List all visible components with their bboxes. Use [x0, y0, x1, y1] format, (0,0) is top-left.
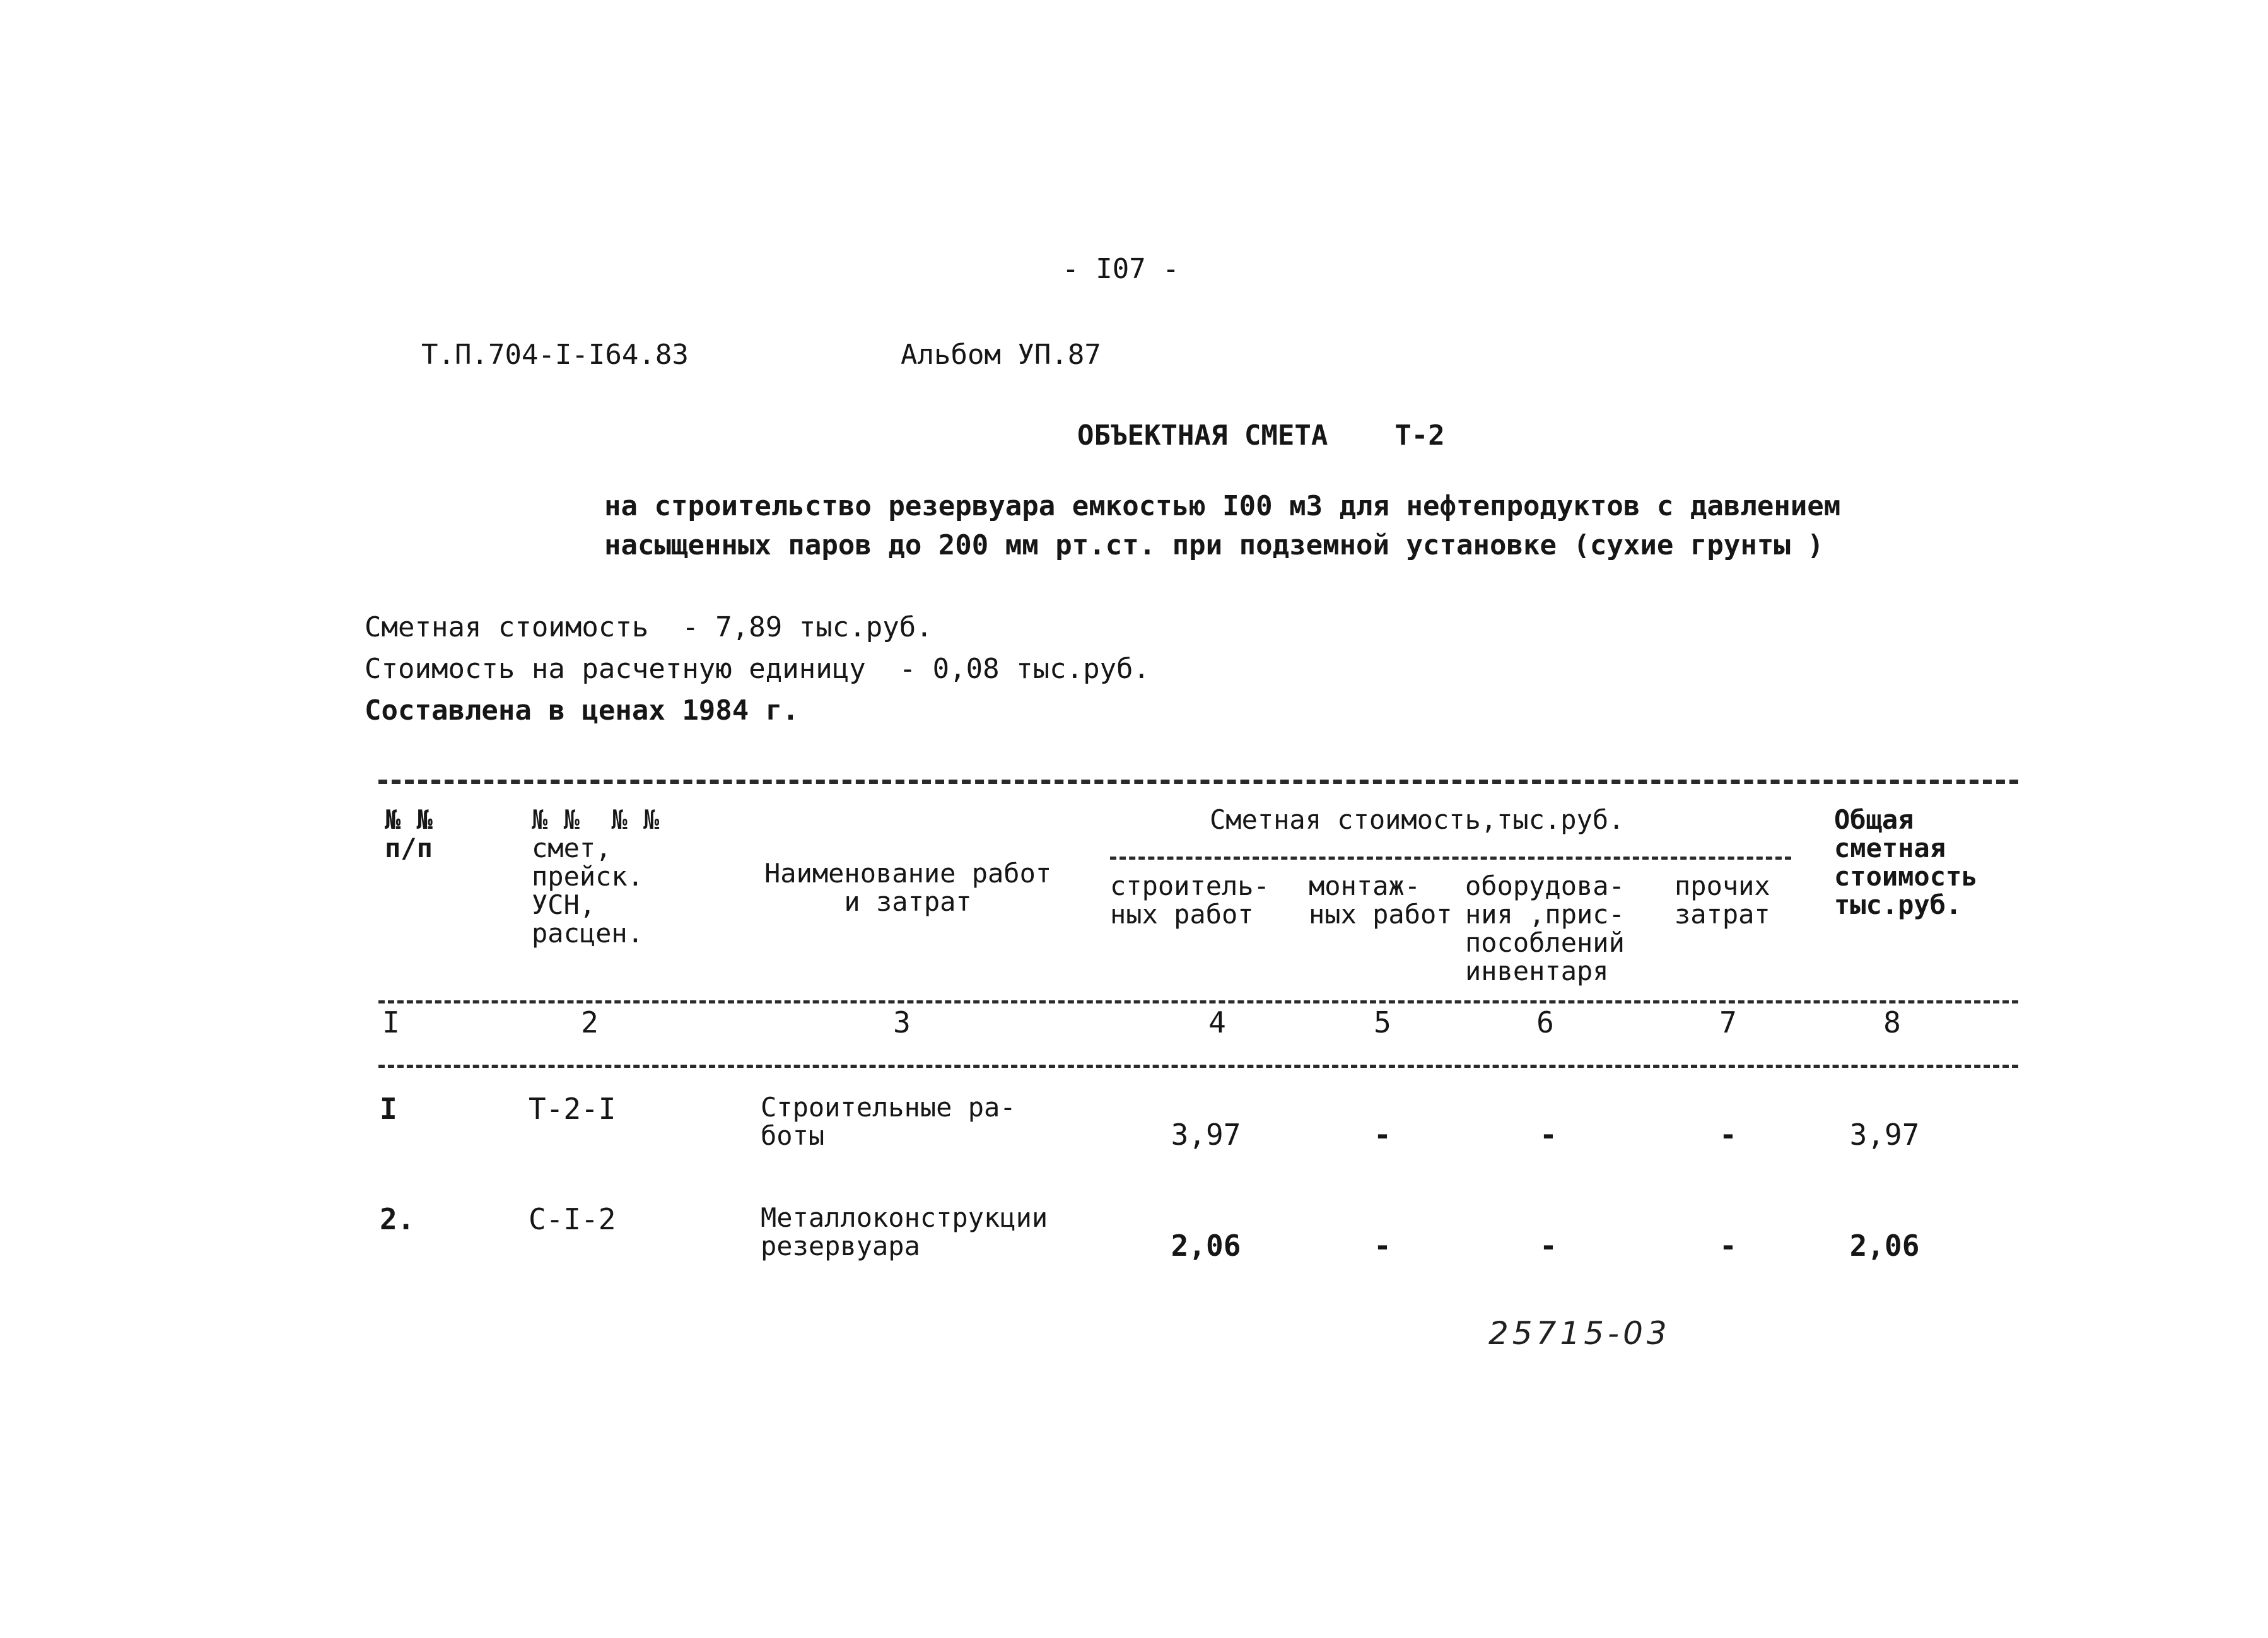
page-number: - I07 - [1062, 253, 1179, 285]
column-number: 4 [1208, 1005, 1226, 1039]
archive-number: 25715-03 [1488, 1315, 1671, 1352]
row-number: I [380, 1092, 397, 1126]
row-equipment-cost: - [1540, 1229, 1557, 1263]
row-work-name: Металлоконструкции резервуара [761, 1202, 1048, 1261]
header-equipment: оборудова- ния ,прис- пособлений инвентаря [1465, 870, 1625, 986]
header-estimate-codes: № № № № смет, прейск. УСН, расцен. [532, 804, 660, 949]
row-construction-cost: 3,97 [1171, 1118, 1241, 1152]
row-total-cost: 3,97 [1849, 1118, 1920, 1152]
estimated-cost: Сметная стоимость - 7,89 тыс.руб. [365, 611, 933, 643]
header-item-number: № № п/п [385, 804, 433, 863]
column-number: 2 [581, 1005, 599, 1039]
header-total-cost: Общая сметная стоимость тыс.руб. [1834, 804, 1978, 920]
document-title: ОБЪЕКТНАЯ СМЕТА Т-2 [1077, 419, 1445, 452]
row-construction-cost: 2,06 [1171, 1229, 1241, 1263]
row-installation-cost: - [1374, 1229, 1391, 1263]
header-bottom-rule [378, 1000, 2018, 1003]
row-equipment-cost: - [1540, 1118, 1557, 1152]
document-code: Т.П.704-I-I64.83 [421, 339, 689, 371]
header-group-rule [1110, 857, 1791, 860]
header-installation-works: монтаж- ных работ [1309, 870, 1453, 930]
header-construction-works: строитель- ных работ [1110, 870, 1270, 930]
row-code: С-I-2 [529, 1202, 616, 1236]
row-code: Т-2-I [529, 1092, 616, 1126]
price-level: Составлена в ценах 1984 г. [365, 694, 799, 727]
row-work-name: Строительные ра- боты [761, 1092, 1016, 1151]
column-number: 7 [1719, 1005, 1737, 1039]
column-number: I [382, 1005, 400, 1039]
row-other-cost: - [1719, 1118, 1737, 1152]
row-installation-cost: - [1374, 1118, 1391, 1152]
column-number-rule [378, 1065, 2018, 1068]
column-number: 6 [1536, 1005, 1554, 1039]
header-other-costs: прочих затрат [1675, 870, 1770, 930]
header-cost-group: Сметная стоимость,тыс.руб. [1210, 804, 1625, 835]
column-number: 5 [1374, 1005, 1391, 1039]
column-number: 8 [1883, 1005, 1901, 1039]
row-number: 2. [380, 1202, 415, 1236]
subtitle-line-2: насыщенных паров до 200 мм рт.ст. при подземной установке (сухие грунты ) [604, 529, 1824, 561]
column-number: 3 [893, 1005, 911, 1039]
unit-cost: Стоимость на расчетную единицу - 0,08 тыс.руб. [365, 653, 1150, 685]
row-other-cost: - [1719, 1229, 1737, 1263]
album-reference: Альбом УП.87 [901, 339, 1101, 371]
subtitle-line-1: на строительство резервуара емкостью I00 м3 для нефтепродуктов с давлением [604, 490, 1841, 522]
row-total-cost: 2,06 [1849, 1229, 1920, 1263]
table-top-rule [378, 780, 2018, 784]
header-work-name: Наименование работ и затрат [764, 858, 1052, 917]
